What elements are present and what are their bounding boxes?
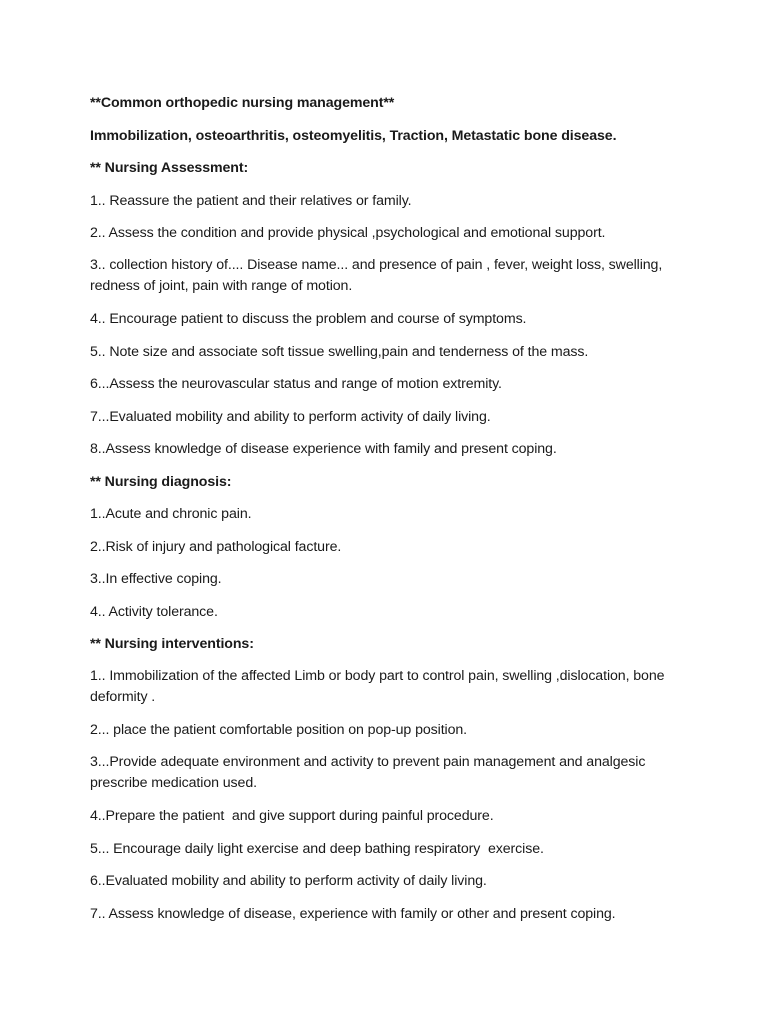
intervention-item: 5... Encourage daily light exercise and deep bathing respiratory exercise. [90, 840, 544, 857]
assessment-item: 3.. collection history of.... Disease name... and presence of pain , fever, weight loss, swelling, redness of joint, pain with range of motion. [90, 256, 667, 294]
intervention-item: 4..Prepare the patient and give support during painful procedure. [90, 808, 494, 824]
diagnosis-item: 4.. Activity tolerance. [90, 603, 218, 620]
diagnosis-heading: ** Nursing diagnosis: [90, 473, 232, 490]
assessment-item: 8..Assess knowledge of disease experience with family and present coping. [90, 441, 557, 457]
assessment-item: 1.. Reassure the patient and their relatives or family. [90, 192, 412, 209]
assessment-item: 5.. Note size and associate soft tissue swelling,pain and tenderness of the mass. [90, 343, 589, 360]
assessment-heading: ** Nursing Assessment: [90, 160, 249, 176]
assessment-item: 6...Assess the neurovascular status and range of motion extremity. [90, 376, 502, 392]
diagnosis-item: 3..In effective coping. [90, 571, 222, 587]
diagnosis-item: 2..Risk of injury and pathological facture. [90, 538, 342, 555]
assessment-item: 4.. Encourage patient to discuss the problem and course of symptoms. [90, 311, 527, 327]
assessment-item: 2.. Assess the condition and provide physical ,psychological and emotional support. [90, 225, 606, 241]
intervention-item: 2... place the patient comfortable position on pop-up position. [90, 722, 468, 738]
document-page [90, 92, 690, 935]
diagnosis-item: 1..Acute and chronic pain. [90, 506, 252, 522]
intervention-item: 1.. Immobilization of the affected Limb or body part to control pain, swelling ,dislocation, bone deformity . [90, 667, 669, 705]
topics-line: Immobilization, osteoarthritis, osteomyelitis, Traction, Metastatic bone disease. [90, 127, 617, 144]
interventions-heading: ** Nursing interventions: [90, 636, 254, 652]
assessment-item: 7...Evaluated mobility and ability to perform activity of daily living. [90, 408, 491, 425]
document-title: **Common orthopedic nursing management** [90, 95, 395, 111]
intervention-item: 6..Evaluated mobility and ability to perform activity of daily living. [90, 873, 487, 889]
intervention-item: 7.. Assess knowledge of disease, experience with family or other and present coping. [90, 905, 616, 922]
intervention-item: 3...Provide adequate environment and activity to prevent pain management and analgesic prescribe medication used. [90, 753, 650, 791]
